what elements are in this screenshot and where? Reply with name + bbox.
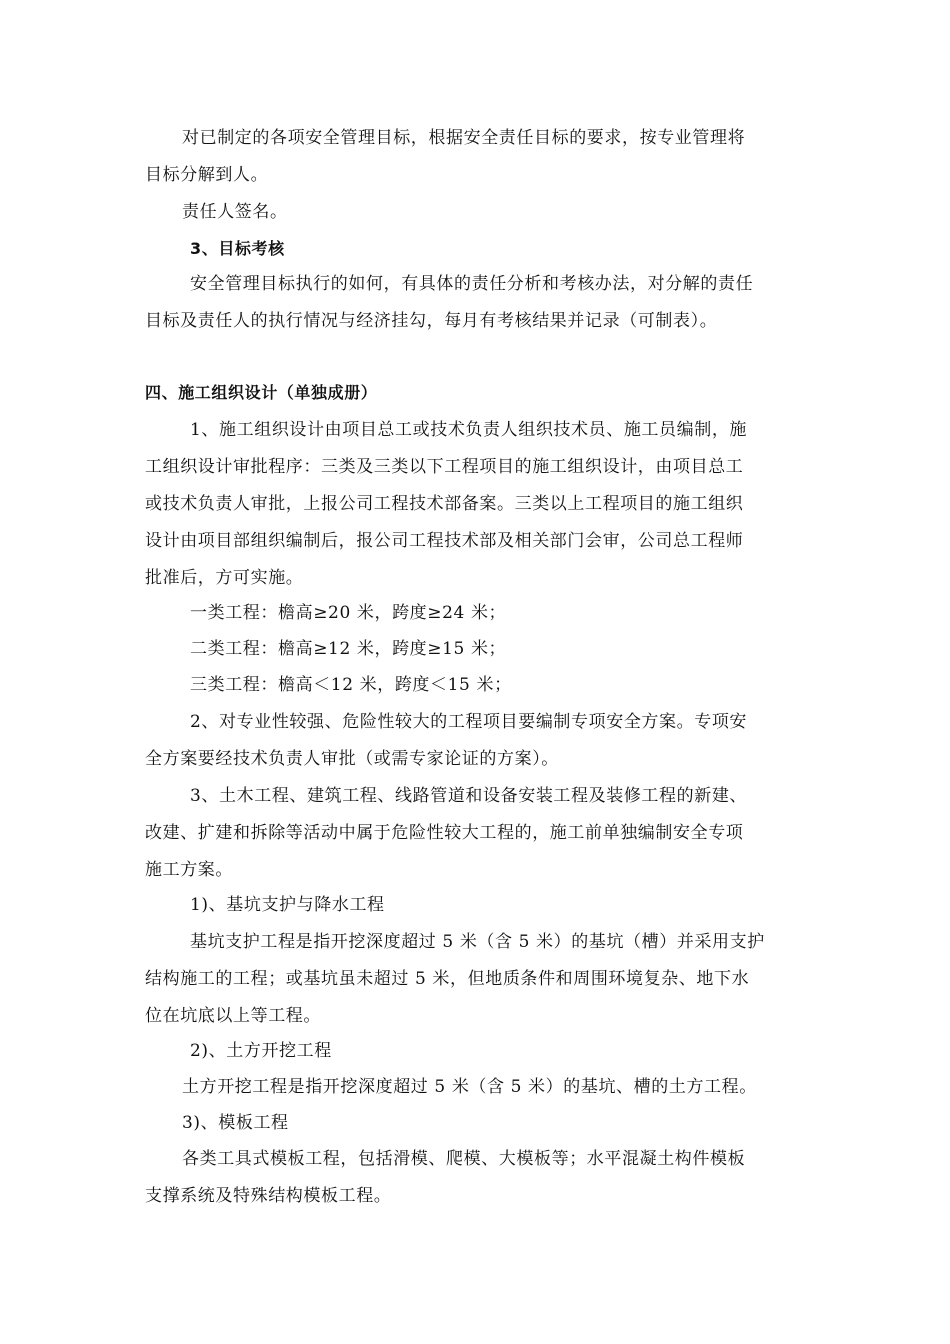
section-heading: 四、施工组织设计（单独成册） <box>145 383 378 402</box>
paragraph-line: 设计由项目部组织编制后，报公司工程技术部及相关部门会审，公司总工程师 <box>145 531 744 551</box>
paragraph-line: 全方案要经技术负责人审批（或需专家论证的方案）。 <box>145 749 559 769</box>
paragraph-line: 施工方案。 <box>145 860 233 880</box>
paragraph-line: 3、土木工程、建筑工程、线路管道和设备安装工程及装修工程的新建、 <box>190 786 748 806</box>
paragraph-line: 改建、扩建和拆除等活动中属于危险性较大工程的，施工前单独编制安全专项 <box>145 823 744 843</box>
paragraph-line: 目标及责任人的执行情况与经济挂勾，每月有考核结果并记录（可制表）。 <box>145 311 718 331</box>
list-item: 三类工程：檐高＜12 米，跨度＜15 米； <box>190 675 512 695</box>
paragraph-line: 1、施工组织设计由项目总工或技术负责人组织技术员、施工员编制，施 <box>190 420 748 440</box>
paragraph-line: 或技术负责人审批，上报公司工程技术部备案。三类以上工程项目的施工组织 <box>145 494 744 514</box>
subsection-heading: 3、目标考核 <box>190 239 285 258</box>
list-item: 一类工程：檐高≥20 米，跨度≥24 米； <box>190 603 507 623</box>
paragraph-line: 各类工具式模板工程，包括滑模、爬模、大模板等；水平混凝土构件模板 <box>182 1149 746 1169</box>
paragraph-line: 对已制定的各项安全管理目标，根据安全责任目标的要求，按专业管理将 <box>182 128 746 148</box>
paragraph-line: 2、对专业性较强、危险性较大的工程项目要编制专项安全方案。专项安 <box>190 712 748 732</box>
paragraph-line: 土方开挖工程是指开挖深度超过 5 米（含 5 米）的基坑、槽的土方工程。 <box>182 1077 757 1097</box>
paragraph-line: 工组织设计审批程序：三类及三类以下工程项目的施工组织设计，由项目总工 <box>145 457 744 477</box>
list-item: 2)、土方开挖工程 <box>190 1041 332 1061</box>
paragraph-line: 责任人签名。 <box>182 202 288 222</box>
paragraph-line: 结构施工的工程；或基坑虽未超过 5 米，但地质条件和周围环境复杂、地下水 <box>145 969 750 989</box>
list-item: 1)、基坑支护与降水工程 <box>190 895 385 915</box>
paragraph-line: 批准后，方可实施。 <box>145 568 304 588</box>
list-item: 二类工程：檐高≥12 米，跨度≥15 米； <box>190 639 507 659</box>
paragraph-line: 目标分解到人。 <box>145 165 269 185</box>
paragraph-line: 基坑支护工程是指开挖深度超过 5 米（含 5 米）的基坑（槽）并采用支护 <box>190 932 765 952</box>
paragraph-line: 安全管理目标执行的如何，有具体的责任分析和考核办法，对分解的责任 <box>190 274 754 294</box>
list-item: 3)、模板工程 <box>182 1113 289 1133</box>
paragraph-line: 位在坑底以上等工程。 <box>145 1006 321 1026</box>
paragraph-line: 支撑系统及特殊结构模板工程。 <box>145 1186 392 1206</box>
